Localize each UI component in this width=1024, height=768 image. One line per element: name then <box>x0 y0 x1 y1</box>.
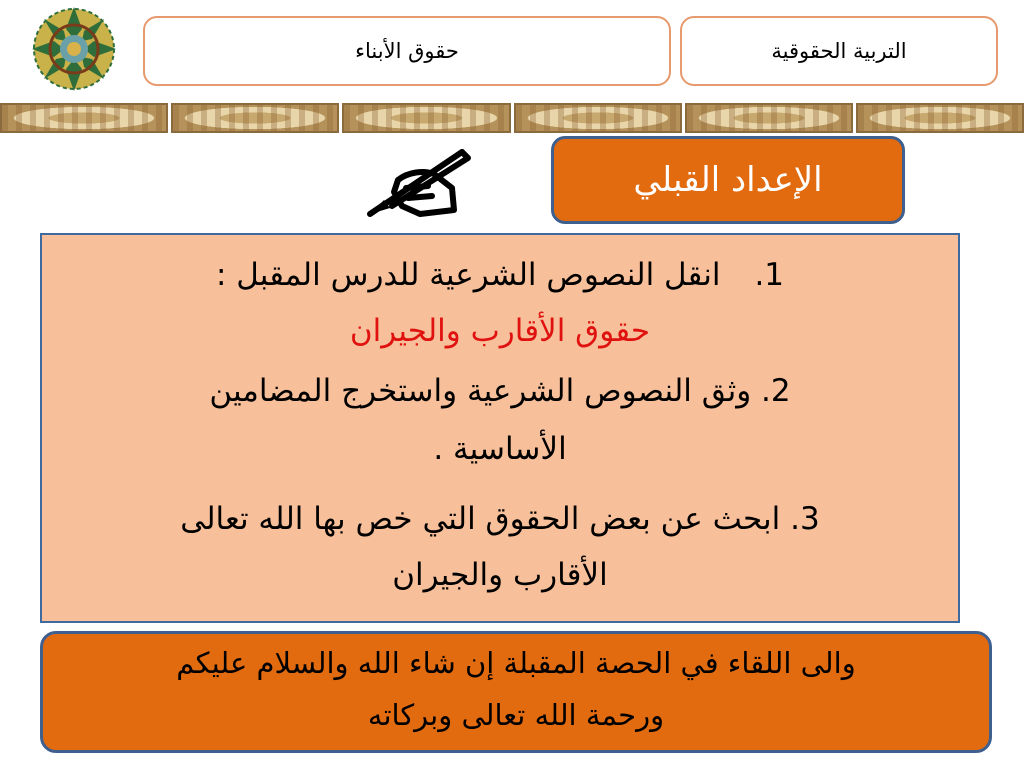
section-title-pill <box>551 136 905 224</box>
task-2-line-2: الأساسية . <box>433 431 567 467</box>
band-segment <box>171 103 339 133</box>
tasks-panel <box>40 233 960 623</box>
band-segment <box>0 103 168 133</box>
task-3-line-1: 3. ابحث عن بعض الحقوق التي خص بها الله تعالى <box>180 501 820 537</box>
subject-title: التربية الحقوقية <box>771 39 907 63</box>
task-item-1 <box>42 257 958 293</box>
task-1-topic: حقوق الأقارب والجيران <box>349 313 651 349</box>
lesson-title-box <box>143 16 671 86</box>
lesson-title: حقوق الأبناء <box>355 39 459 63</box>
closing-message-pill <box>40 631 992 753</box>
task-3-line-2: الأقارب والجيران <box>392 557 608 593</box>
islamic-medallion-icon <box>14 6 134 92</box>
band-segment <box>342 103 510 133</box>
closing-line-2: ورحمة الله تعالى وبركاته <box>367 698 665 732</box>
ornamental-border-icon <box>0 103 1024 133</box>
band-segment <box>685 103 853 133</box>
section-title: الإعداد القبلي <box>633 160 823 200</box>
closing-line-1: والى اللقاء في الحصة المقبلة إن شاء الله والسلام عليكم <box>176 646 856 680</box>
band-segment <box>856 103 1024 133</box>
task-1-text: انقل النصوص الشرعية للدرس المقبل : <box>215 257 721 293</box>
writing-hand-icon <box>362 144 474 220</box>
band-segment <box>514 103 682 133</box>
task-2-line-1: 2. وثق النصوص الشرعية واستخرج المضامين <box>209 373 791 409</box>
subject-title-box <box>680 16 998 86</box>
task-1-number: 1. <box>754 257 785 293</box>
